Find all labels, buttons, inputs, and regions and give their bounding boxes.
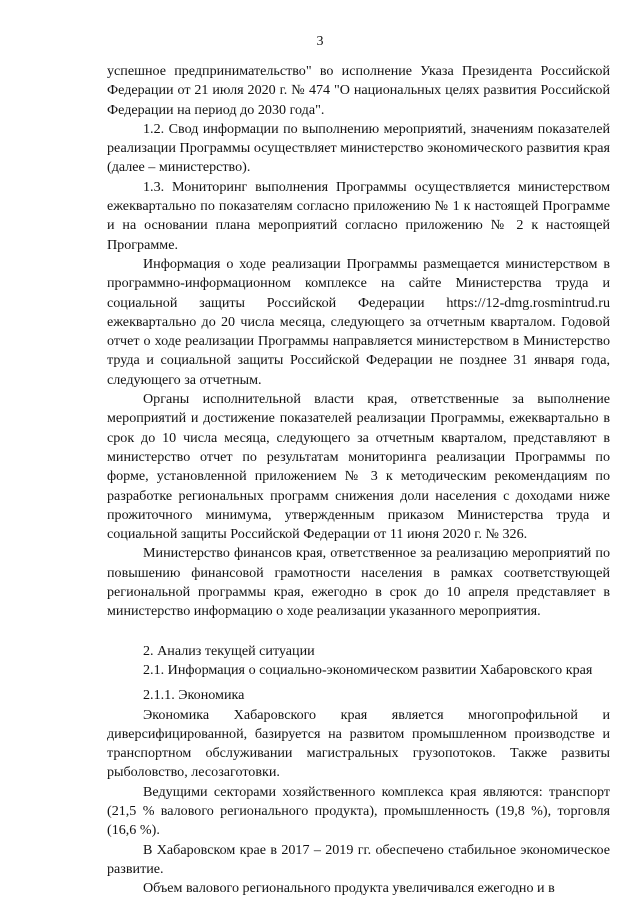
intro-continuation-paragraph: успешное предпринимательство" во исполнение Указа Президента Российской Федерации от 21 июля 2020 г. № 474 "О национальных целях развития Российской Федерации на период до 2030 года". — [107, 63, 610, 118]
leading-sectors-paragraph: Ведущими секторами хозяйственного комплекса края являются: транспорт (21,5 % валового регионального продукта), промышленность (19,8 %), торговля (16,6 %). — [107, 783, 610, 839]
section-2-1-heading: 2.1. Информация о социально-экономическом развитии Хабаровского края — [143, 661, 593, 678]
finance-ministry-paragraph: Министерство финансов края, ответственное за реализацию мероприятий по повышению финансовой грамотности населения в рамках соответствующей региональной программы края, ежегодно в срок до 10 апреля представляет в министерство информацию о ходе реализации указанного мероприятия. — [107, 545, 610, 620]
reporting-info-paragraph: Информация о ходе реализации Программы размещается министерством в программно-информационном комплексе на сайте Министерства труда и социальной защиты Российской Федерации https://12-dmg.rosmintrud.ru ежеквартально до 20 числа месяца, следующего за отчетным кварталом. Годовой отчет о ходе реализации Программы направляется министерством в Министерство труда и социальной защиты Российской Федерации не позднее 31 января года, следующего за отчетным. — [107, 255, 610, 388]
executive-bodies-paragraph: Органы исполнительной власти края, ответственные за выполнение мероприятий и достижение показателей реализации Программы, ежеквартально в срок до 10 числа месяца, следующего за отчетным кварталом, представляют в министерство отчет по результатам мониторинга реализации Программы по форме, установленной приложением № 3 к методическим рекомендациям по разработке региональных программ снижения доли населения с доходами ниже прожиточного минимума, утвержденным приказом Министерства труда и социальной защиты Российской Федерации от 11 июня 2020 г. № 326. — [107, 391, 610, 543]
section-2-heading: 2. Анализ текущей ситуации — [143, 642, 315, 659]
stable-development-paragraph: В Хабаровском крае в 2017 – 2019 гг. обеспечено стабильное экономическое развитие. — [107, 841, 610, 877]
grp-volume-paragraph: Объем валового регионального продукта увеличивался ежегодно и в — [143, 880, 555, 897]
section-spacer — [107, 622, 610, 642]
clause-1-3-paragraph: 1.3. Мониторинг выполнения Программы осуществляется министерством ежеквартально по показателям согласно приложению № 1 к настоящей Программе и на основании плана мероприятий согласно приложению № 2 к настоящей Программе. — [107, 178, 610, 253]
clause-1-2-paragraph: 1.2. Свод информации по выполнению мероприятий, значениям показателей реализации Программы осуществляет министерство экономического развития края (далее – министерство). — [107, 120, 610, 176]
document-body — [107, 62, 610, 898]
page-number: 3 — [316, 34, 324, 49]
section-2-1-1-heading: 2.1.1. Экономика — [143, 687, 245, 704]
economy-overview-paragraph: Экономика Хабаровского края является многопрофильной и диверсифицированной, базируется на развитом промышленном производстве и транспортном обслуживании магистральных грузопотоков. Также развиты рыболовство, лесозаготовки. — [107, 706, 610, 781]
